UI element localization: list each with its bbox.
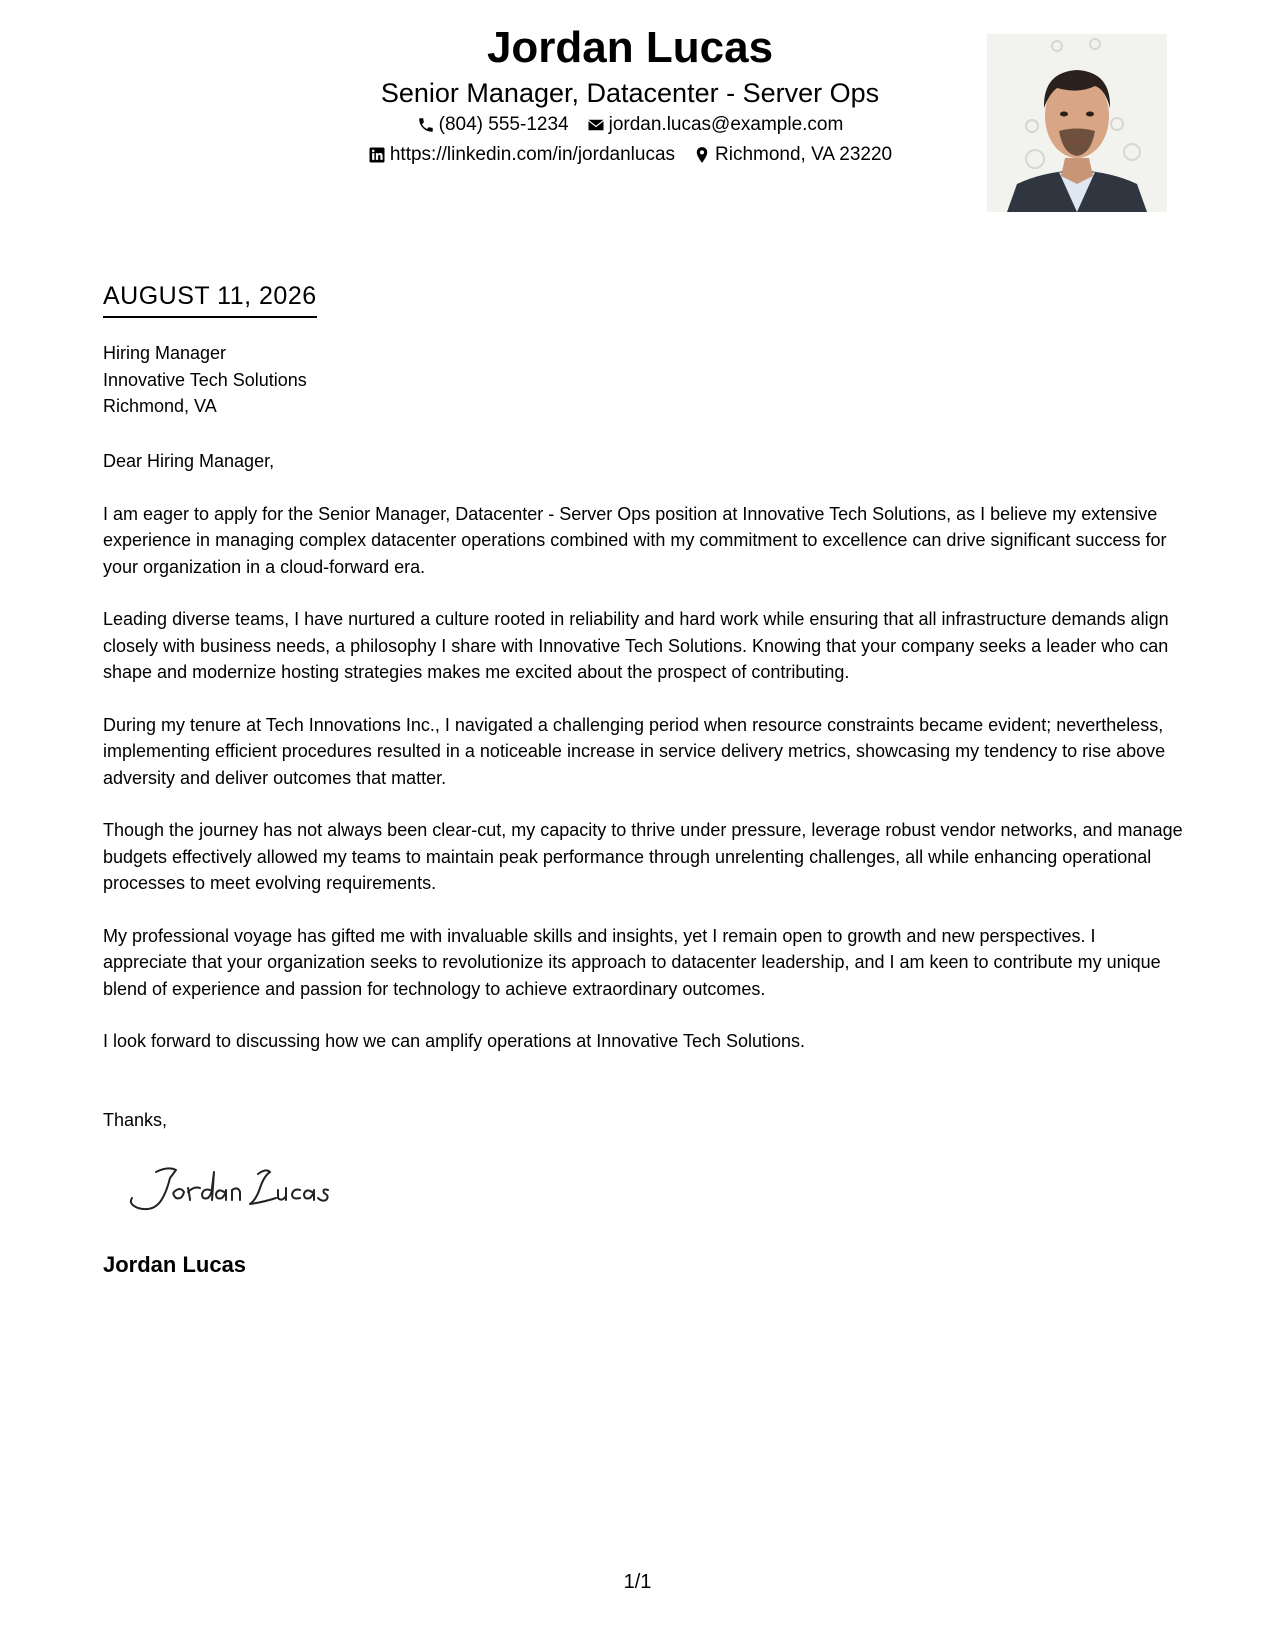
- applicant-name: Jordan Lucas: [486, 23, 774, 72]
- linkedin-icon: [368, 146, 386, 164]
- body-paragraph-3: During my tenure at Tech Innovations Inc., I navigated a challenging period when resource constraints became evident; nevertheless, implementing efficient procedures resulted in a noticeable increase in service delivery metrics, showcasing my tendency to rise above adversity and deliver outcomes that matter.: [103, 714, 1166, 788]
- body-paragraph-6: I look forward to discussing how we can amplify operations at Innovative Tech Solutions.: [103, 1031, 806, 1051]
- signed-name: Jordan Lucas: [103, 1252, 247, 1277]
- location-contact: [693, 140, 892, 170]
- phone-number[interactable]: (804) 555-1234: [438, 114, 569, 135]
- page-number: 1/1: [623, 1571, 652, 1593]
- letter-date: AUGUST 11, 2026: [103, 280, 317, 318]
- closing: Thanks,: [103, 1110, 168, 1130]
- email-address[interactable]: jordan.lucas@example.com: [608, 114, 844, 135]
- recipient-location: Richmond, VA: [103, 396, 217, 416]
- location-text: Richmond, VA 23220: [715, 144, 893, 165]
- map-pin-icon: [693, 146, 711, 164]
- recipient-address: [103, 340, 307, 420]
- body-paragraph-5: My professional voyage has gifted me with invaluable skills and insights, yet I remain open to growth and new perspectives. I appreciate that your organization seeks to revolutionize its approach to datacenter leadership, and I am keen to contribute my unique blend of experience and passion for technology to achieve extraordinary outcomes.: [103, 925, 1161, 999]
- applicant-job-title: Senior Manager, Datacenter - Server Ops: [380, 78, 880, 108]
- phone-contact: [417, 110, 569, 140]
- profile-photo: [987, 34, 1167, 212]
- recipient-name: Hiring Manager: [103, 343, 227, 363]
- phone-icon: [417, 116, 435, 134]
- salutation: Dear Hiring Manager,: [103, 451, 275, 471]
- letter-date-block: [103, 280, 317, 318]
- envelope-icon: [587, 116, 605, 134]
- handwritten-signature: [120, 1158, 360, 1218]
- body-paragraph-1: I am eager to apply for the Senior Manager, Datacenter - Server Ops position at Innovative Tech Solutions, as I believe my extensive experience in managing complex datacenter operations combined with my commitment to excellence can drive significant success for your organization in a cloud-forward era.: [103, 503, 1167, 577]
- email-contact: [587, 110, 844, 140]
- body-paragraph-2: Leading diverse teams, I have nurtured a culture rooted in reliability and hard work while ensuring that all infrastructure demands align closely with business needs, a philosophy I share with Innovative Tech Solutions. Knowing that your company seeks a leader who can shape and modernize hosting strategies makes me excited about the prospect of contributing.: [103, 609, 1169, 682]
- body-paragraph-4: Though the journey has not always been clear-cut, my capacity to thrive under pressure, leverage robust vendor networks, and manage budgets effectively allowed my teams to maintain peak performance through unrelenting challenges, all while enhancing operational processes to meet evolving requirements.: [103, 820, 1183, 893]
- recipient-company: Innovative Tech Solutions: [103, 369, 307, 390]
- linkedin-contact: [368, 140, 675, 170]
- linkedin-url[interactable]: https://linkedin.com/in/jordanlucas: [389, 144, 676, 165]
- letter-body: [103, 448, 1183, 1081]
